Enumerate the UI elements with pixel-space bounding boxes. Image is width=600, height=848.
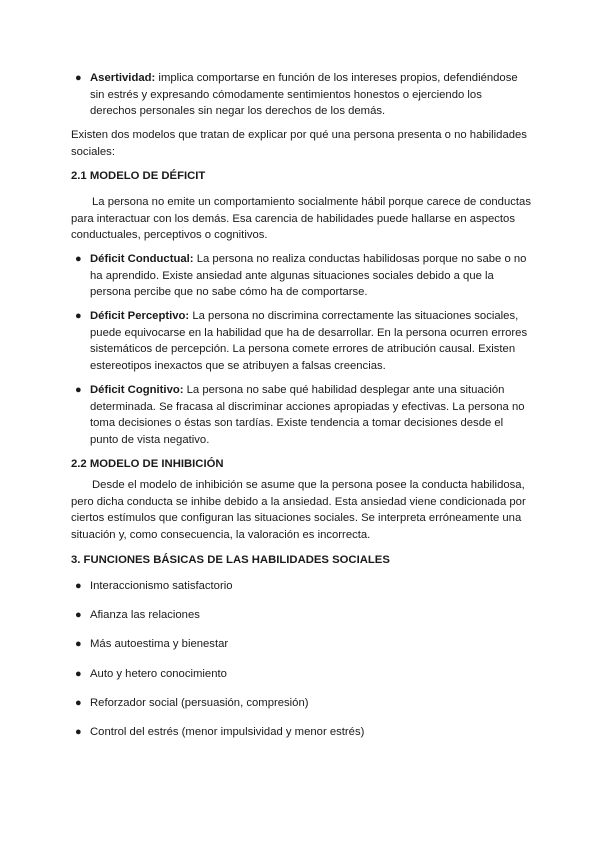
deficit-paragraph: La persona no emite un comportamiento socialmente hábil porque carece de conductas para interactuar con los demás. Esa carencia de habilidades puede hallarse en aspectos conductuales, perceptivos o cognitivos. [71, 196, 531, 241]
bullet-text: Afianza las relaciones [90, 609, 200, 621]
bullet-text [90, 72, 518, 117]
bullet-text: Reforzador social (persuasión, compresión) [90, 697, 309, 709]
bullet-text: Control del estrés (menor impulsividad y menor estrés) [90, 726, 365, 738]
funciones-bullet [75, 695, 530, 712]
bullet-text: Auto y hetero conocimiento [90, 668, 227, 680]
deficit-bullet-conductual [75, 251, 530, 301]
bullet-description: La persona no realiza conductas habilidosas porque no sabe o no ha aprendido. Existe ansiedad ante algunas situaciones sociales debido a que la persona percibe que no sabe cómo ha de comportarse. [90, 253, 527, 298]
section-heading-inhibicion: 2.2 MODELO DE INHIBICIÓN [71, 458, 224, 470]
bullet-description: La persona no sabe qué habilidad desplegar ante una situación determinada. Se fracasa al discriminar acciones apropiadas y efectivas. La persona no toma decisiones o éstas son tardías. Existe tendencia a tomar decisiones desde el punto de vista negativo. [90, 384, 525, 446]
deficit-bullet-perceptivo [75, 308, 530, 374]
funciones-bullet [75, 636, 530, 653]
section-heading-funciones: 3. FUNCIONES BÁSICAS DE LAS HABILIDADES SOCIALES [71, 554, 390, 566]
deficit-bullet-cognitivo [75, 382, 530, 448]
funciones-bullet [75, 724, 530, 741]
bullet-text [90, 310, 527, 372]
inhibicion-paragraph: Desde el modelo de inhibición se asume que la persona posee la conducta habilidosa, pero dicha conducta se inhibe debido a la ansiedad. Esta ansiedad viene condicionada por ciertos estímulos que configuran las situaciones sociales. Se interpreta erróneamente una situación y, como consecuencia, la valoración es incorrecta. [71, 479, 526, 541]
bullet-icon: ● [75, 668, 82, 680]
section-heading-deficit: 2.1 MODELO DE DÉFICIT [71, 170, 206, 182]
bullet-text: Interaccionismo satisfactorio [90, 580, 233, 592]
funciones-bullet [75, 607, 530, 624]
bullet-term: Déficit Perceptivo: [90, 310, 190, 322]
bullet-term: Déficit Cognitivo: [90, 384, 184, 396]
intro-paragraph: Existen dos modelos que tratan de explicar por qué una persona presenta o no habilidades sociales: [71, 129, 527, 158]
bullet-icon: ● [75, 609, 82, 621]
bullet-icon: ● [75, 310, 82, 322]
bullet-description: La persona no discrimina correctamente las situaciones sociales, puede equivocarse en la habilidad que ha de desarrollar. En la persona ocurren errores sistemáticos de percepción. La persona comete errores de atribución causal. Existen estereotipos inexactos que se atribuyen a falsas creencias. [90, 310, 528, 372]
bullet-term: Asertividad: [90, 72, 156, 84]
asertividad-bullet [75, 70, 530, 120]
bullet-icon: ● [75, 384, 82, 396]
bullet-icon: ● [75, 697, 82, 709]
bullet-text [90, 384, 525, 446]
bullet-icon: ● [75, 253, 82, 265]
bullet-icon: ● [75, 726, 82, 738]
funciones-bullet [75, 666, 530, 683]
bullet-icon: ● [75, 638, 82, 650]
bullet-icon: ● [75, 72, 82, 84]
bullet-icon: ● [75, 580, 82, 592]
bullet-term: Déficit Conductual: [90, 253, 194, 265]
bullet-text [90, 253, 526, 298]
funciones-bullet [75, 578, 530, 595]
bullet-text: Más autoestima y bienestar [90, 638, 229, 650]
bullet-description: implica comportarse en función de los intereses propios, defendiéndose sin estrés y expresando cómodamente sentimientos honestos o ejerciendo los derechos personales sin negar los derechos de los demás. [90, 72, 518, 117]
